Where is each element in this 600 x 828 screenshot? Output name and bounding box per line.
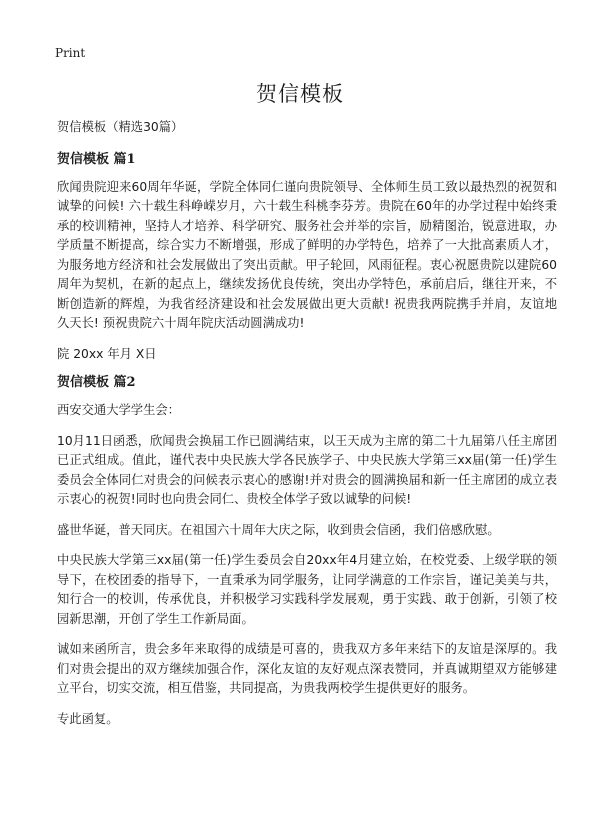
page-title: 贺信模板 xyxy=(256,82,344,106)
section-2-salutation: 西安交通大学学生会： xyxy=(57,403,180,417)
section-1-body: 欣闻贵院迎来60周年华诞，学院全体同仁谨向贵院领导、全体师生员工致以最热烈的祝贺和诚挚的问候! 六十载生科峥嵘岁月，六十载生科桃李芬芳。贵院在60年的办学过程中始终秉承的校训精神，坚持人才培养、科学研究、服务社会并举的宗旨，励精图治，锐意进取，办学质量不断提高，综合实力不断增强，形成了鲜明的办学特色，培养了一大批高素质人才，为服务地方经济和社会发展做出了突出贡献。甲子轮回，风雨征程。衷心祝愿贵院以建院60周年为契机，在新的起点上，继续发扬优良传统，突出办学特色，承前启后，继往开来，不断创造新的辉煌，为我省经济建设和社会发展做出更大贡献! 祝贵我两院携手并肩，友谊地久天长! 预祝贵院六十周年院庆活动圆满成功! xyxy=(57,179,557,330)
print-link[interactable]: Print xyxy=(55,46,86,60)
section-1-heading: 贺信模板 篇1 xyxy=(57,151,136,167)
section-2-paragraph: 中央民族大学第三xx届(第一任)学生委员会自20xx年4月建立始，在校党委、上级学联的领导下，在校团委的指导下，一直秉承为同学服务，让同学满意的工作宗旨，谨记美美与共，知行合一的校训，传承优良，并积极学习实践科学发展观，勇于实践、敢于创新，引领了校园新思潮，开创了学生工作新局面。 xyxy=(57,553,557,626)
section-2-paragraph: 10月11日函悉，欣闻贵会换届工作已圆满结束，以王天成为主席的第二十九届第八任主席团已正式组成。值此，谨代表中央民族大学各民族学子、中央民族大学第三xx届(第一任)学生委员会全体同仁对贵会的问候表示衷心的感谢!并对贵会的圆满换届和新一任主席团的成立表示衷心的祝贺!同时也向贵会同仁、贵校全体学子致以诚挚的问候! xyxy=(57,433,557,506)
section-2-paragraph: 盛世华诞，普天同庆。在祖国六十周年大庆之际，收到贵会信函，我们倍感欣慰。 xyxy=(57,522,500,537)
document-body xyxy=(57,118,557,740)
section-2-heading: 贺信模板 篇2 xyxy=(57,375,136,390)
section-2-paragraph: 诚如来函所言，贵会多年来取得的成绩是可喜的，贵我双方多年来结下的友谊是深厚的。我们对贵会提出的双方继续加强合作，深化友谊的友好观点深表赞同，并真诚期望双方能够建立平台，切实交流，相互借鉴，共同提高，为贵我两校学生提供更好的服务。 xyxy=(57,642,557,695)
document-subtitle: 贺信模板（精选30篇） xyxy=(57,120,184,134)
section-2-closing: 专此函复。 xyxy=(57,711,119,726)
section-1-date: 院 20xx 年月 X日 xyxy=(57,346,157,361)
